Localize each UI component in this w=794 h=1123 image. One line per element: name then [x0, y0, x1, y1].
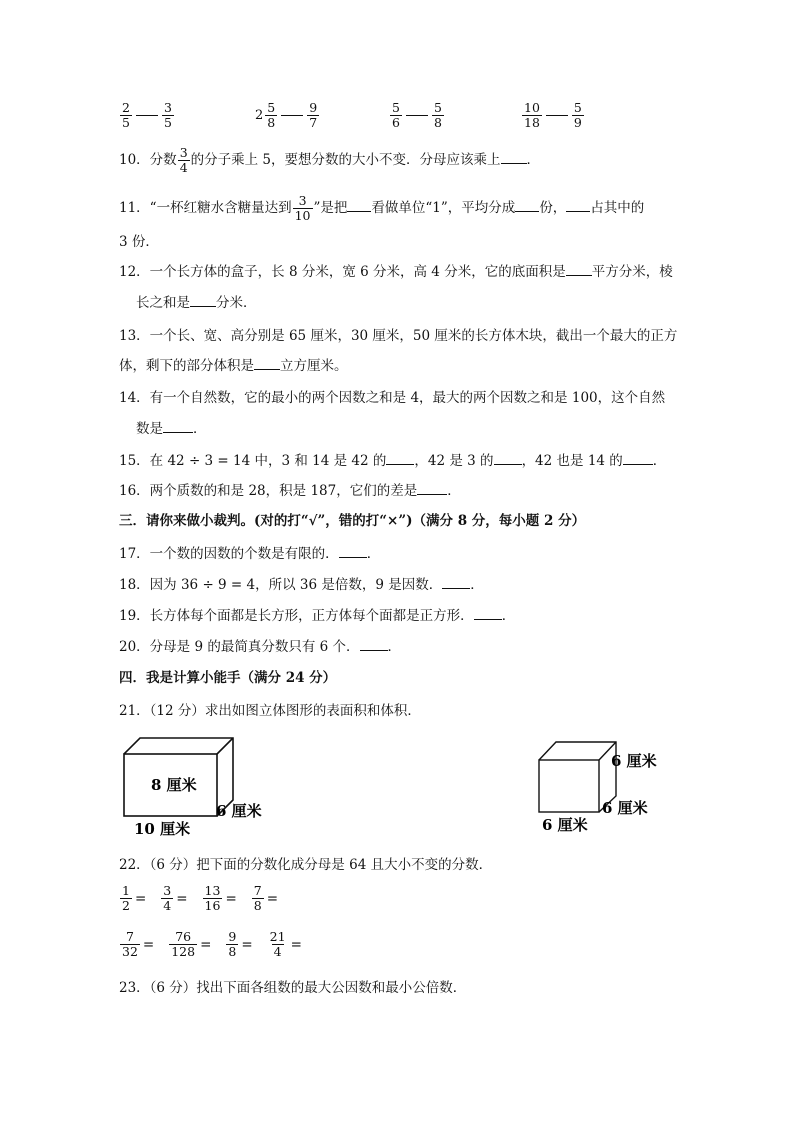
compare-pair-3: $\frac{5}{6}$ $\frac{5}{8}$ [392, 100, 442, 130]
answer-blank[interactable] [566, 263, 592, 276]
answer-blank[interactable] [360, 638, 388, 651]
question-16: 16．两个质数的和是 28，积是 187，它们的差是 ． [119, 483, 461, 499]
answer-blank[interactable] [417, 482, 447, 495]
compare-blank[interactable] [281, 115, 303, 116]
answer-blank[interactable] [474, 607, 502, 620]
answer-blank[interactable] [501, 151, 527, 164]
question-17: 17．一个数的因数的个数是有限的． ． [119, 546, 381, 562]
question-21: 21．（12 分）求出如图立体图形的表面积和体积． [119, 703, 421, 719]
question-23: 23．（6 分）找出下面各组数的最大公因数和最小公倍数． [119, 980, 467, 996]
compare-blank[interactable] [136, 115, 158, 116]
answer-blank[interactable] [254, 357, 280, 370]
cube-bottom-label: 6 厘米 [542, 816, 588, 834]
answer-blank[interactable] [515, 199, 539, 212]
cuboid-length-label: 10 厘米 [134, 820, 191, 838]
section-4-heading: 四．我是计算小能手（满分 24 分） [119, 670, 337, 686]
question-15: 15．在 42 ÷ 3 = 14 中，3 和 14 是 42 的 ，42 是 3 的 ，42 也是 14 的 ． [119, 453, 667, 469]
question-22: 22．（6 分）把下面的分数化成分母是 64 且大小不变的分数． [119, 857, 493, 873]
cuboid-height-label: 8 厘米 [151, 776, 197, 794]
cube-side-label: 6 厘米 [602, 799, 648, 817]
answer-blank[interactable] [347, 199, 371, 212]
cuboid-depth-label: 6 厘米 [216, 802, 262, 820]
question-18: 18．因为 36 ÷ 9 = 4，所以 36 是倍数，9 是因数． ． [119, 577, 484, 593]
compare-blank[interactable] [546, 115, 568, 116]
cube-figure [536, 738, 666, 838]
compare-pair-2: 2 $\frac{5}{8}$ $\frac{9}{7}$ [255, 100, 318, 130]
question-12-cont: 长之和是 分米． [136, 295, 257, 311]
compare-blank[interactable] [406, 115, 428, 116]
q22-row-1: $\frac{1}{2}$ = $\frac{3}{4}$ = $\frac{13}{16}$ = $\frac{7}{8}$ = [122, 883, 279, 913]
compare-pair-4: $\frac{10}{18}$ $\frac{5}{9}$ [524, 100, 582, 130]
q22-row-2: $\frac{7}{32}$ = $\frac{76}{128}$ = $\frac{9}{8}$ = $\frac{21}{4}$ = [122, 929, 302, 959]
answer-blank[interactable] [339, 545, 367, 558]
answer-blank[interactable] [442, 576, 470, 589]
answer-blank[interactable] [190, 294, 216, 307]
compare-pair-1: $\frac{2}{5}$ $\frac{3}{5}$ [122, 100, 172, 130]
question-14-cont: 数是 ． [136, 421, 207, 437]
answer-blank[interactable] [386, 452, 414, 465]
answer-blank[interactable] [494, 452, 522, 465]
question-11: 11．“一杯红糖水含糖量达到 $\frac{3}{10}$ ”是把 看做单位“1”，平均分成 份， 占其中的 [119, 193, 645, 223]
compare-row [119, 101, 719, 137]
question-10: 10．分数 $\frac{3}{4}$ 的分子乘上 5，要想分数的大小不变．分母应该乘上 ． [119, 145, 541, 175]
answer-blank[interactable] [566, 199, 590, 212]
question-19: 19．长方体每个面都是长方形，正方体每个面都是正方形． ． [119, 608, 516, 624]
question-13: 13．一个长、宽、高分别是 65 厘米，30 厘米，50 厘米的长方体木块，截出一个最大的正方 [119, 328, 678, 344]
cuboid-figure [118, 732, 278, 842]
question-20: 20．分母是 9 的最简真分数只有 6 个． ． [119, 639, 402, 655]
answer-blank[interactable] [623, 452, 653, 465]
section-3-heading: 三．请你来做小裁判。(对的打“√”，错的打“×”)（满分 8 分，每小题 2 分） [119, 513, 586, 529]
question-14: 14．有一个自然数，它的最小的两个因数之和是 4，最大的两个因数之和是 100，这个自然 [119, 390, 666, 406]
question-11-cont: 3 份． [119, 234, 159, 250]
question-12: 12．一个长方体的盒子，长 8 分米，宽 6 分米，高 4 分米，它的底面积是 平方分米，棱 [119, 264, 673, 280]
cube-top-label: 6 厘米 [611, 752, 657, 770]
question-13-cont: 体，剩下的部分体积是 立方厘米。 [119, 358, 348, 374]
answer-blank[interactable] [163, 420, 193, 433]
